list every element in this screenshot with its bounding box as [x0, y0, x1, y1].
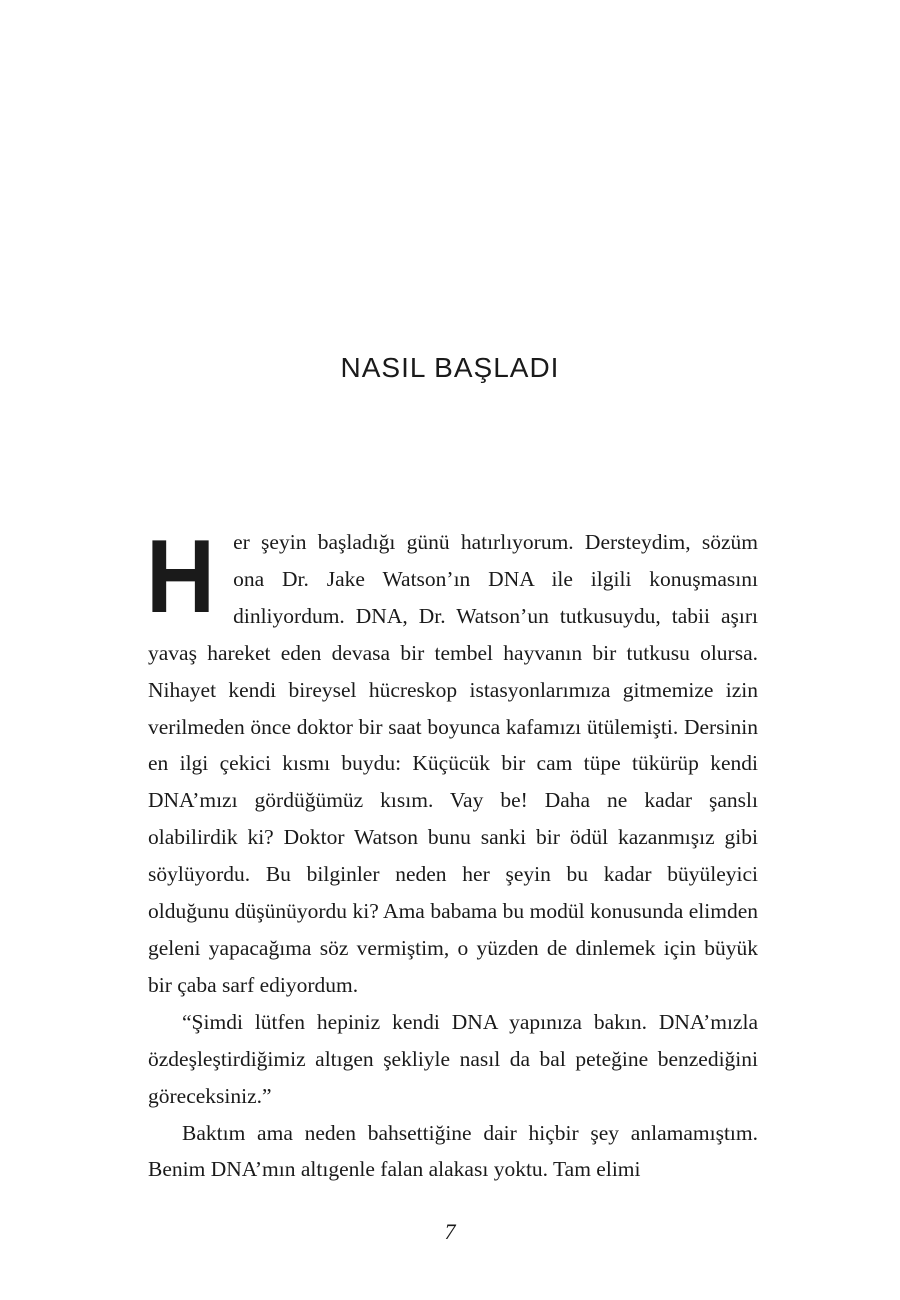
drop-cap: H: [146, 519, 216, 635]
page-number: 7: [444, 1219, 456, 1244]
body-text: [146, 519, 758, 1188]
paragraph-1: [146, 519, 758, 1004]
paragraph-2: “Şimdi lütfen hepiniz kendi DNA yapınıza bakın. DNA’mızla özdeşleştirdiğimiz altıgen şekliyle nasıl da bal peteğine benzediğini göreceksiniz.”: [148, 1009, 758, 1108]
chapter-title: NASIL BAŞLADI: [340, 352, 560, 383]
paragraph-3: Baktım ama neden bahsettiğine dair hiçbir şey anlamamıştım. Benim DNA’mın altıgenle falan alakası yoktu. Tam elimi: [148, 1120, 758, 1182]
paragraph-1-text: er şeyin başladığı günü hatırlıyorum. Dersteydim, sözüm ona Dr. Jake Watson’ın DNA ile ilgili konuşmasını dinliyordum. DNA, Dr. Watson’un tutkusuydu, tabii aşırı yavaş hareket eden devasa bir tembel hayvanın bir tutkusu olursa. Nihayet kendi bireysel hücreskop istasyonlarımıza gitmemize izin verilmeden önce doktor bir saat boyunca kafamızı ütülemişti. Dersinin en ilgi çekici kısmı buydu: Küçücük bir cam tüpe tükürüp kendi DNA’mızı gördüğümüz kısım. Vay be! Daha ne kadar şanslı olabilirdik ki? Doktor Watson bunu sanki bir ödül kazanmışız gibi söylüyordu. Bu bilginler neden her şeyin bu kadar büyüleyici olduğunu düşünüyordu ki? Ama babama bu modül konusunda elimden geleni yapacağıma söz vermiştim, o yüzden de dinlemek için büyük bir çaba sarf ediyordum.: [148, 530, 758, 997]
